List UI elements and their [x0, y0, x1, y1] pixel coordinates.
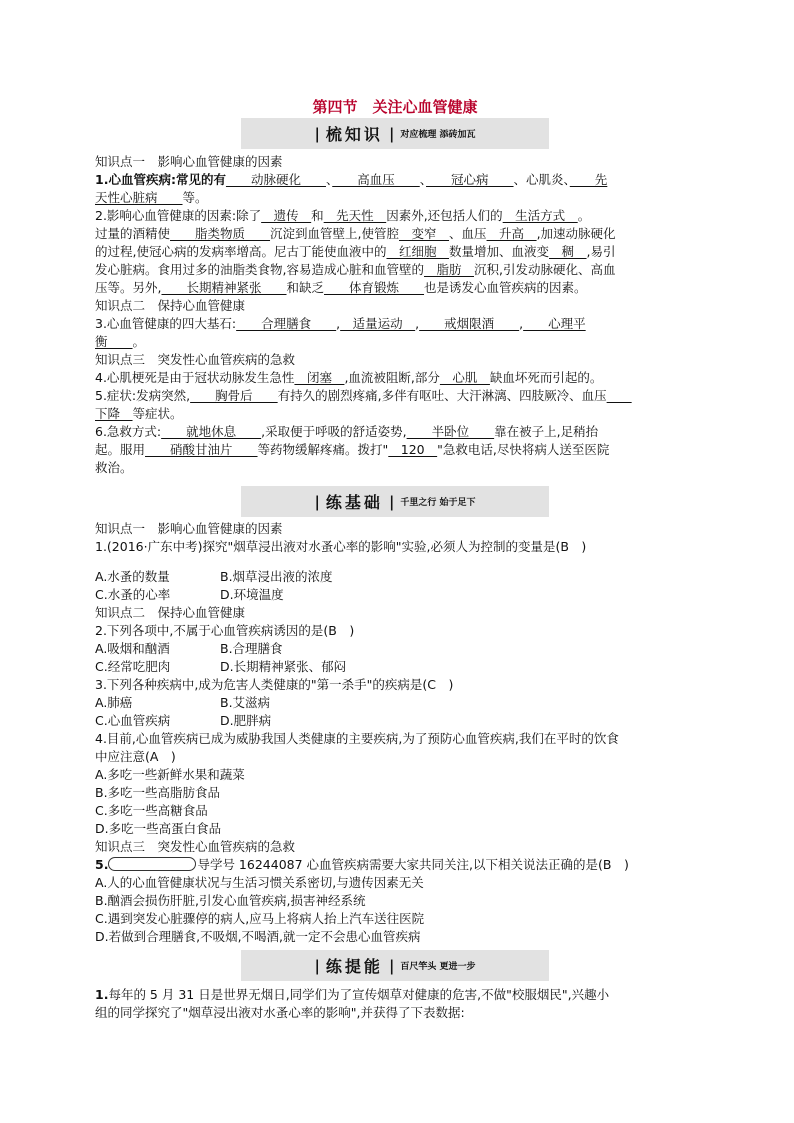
- banner-title: 练基础: [325, 493, 383, 512]
- options-row: A.吸烟和酗酒 B.合理膳食: [95, 641, 283, 656]
- fill-question-2: 2.影响心血管健康的因素:除了 遗传 和 先天性 因素外,还包括人们的 生活方式 。: [95, 208, 591, 223]
- option: B.多吃一些高脂肪食品: [95, 785, 221, 800]
- banner-divider: |: [388, 124, 395, 143]
- banner-divider: |: [388, 956, 395, 975]
- options-row: C.心血管疾病 D.肥胖病: [95, 713, 272, 728]
- page-title: 第四节 关注心血管健康: [312, 98, 478, 116]
- knowledge-point-heading: 知识点三 突发性心血管疾病的急救: [95, 839, 296, 854]
- option: B.酗酒会损伤肝脏,引发心血管疾病,损害神经系统: [95, 893, 366, 908]
- banner-title: 梳知识: [325, 125, 383, 144]
- fill-question-5: 5.症状:发病突然, 胸骨后 有持久的剧烈疼痛,多伴有呕吐、大汗淋漓、四肢厥冷、血压: [95, 388, 607, 403]
- section-banner-review: [241, 118, 549, 149]
- guide-badge-icon: [108, 857, 196, 871]
- banner-subtitle: 千里之行 始于足下: [400, 498, 476, 508]
- choice-question-5: 5. 导学号 16244087 心血管疾病需要大家共同关注,以下相关说法正确的是(B ): [95, 857, 629, 872]
- banner-subtitle: 对应梳理 添砖加瓦: [400, 130, 476, 140]
- option: A.人的心血管健康状况与生活习惯关系密切,与遗传因素无关: [95, 875, 424, 890]
- choice-question-3: 3.下列各种疾病中,成为危害人类健康的"第一杀手"的疾病是(C ): [95, 677, 454, 692]
- fill-question-1: 1.心血管疾病:常见的有 动脉硬化 、 高血压 、 冠心病 、心肌炎、 先: [95, 172, 608, 187]
- options-row: C.经常吃肥肉 D.长期精神紧张、郁闷: [95, 659, 347, 674]
- banner-divider: |: [314, 124, 320, 143]
- banner-title: 练提能: [325, 957, 383, 976]
- knowledge-point-heading: 知识点一 影响心血管健康的因素: [95, 154, 283, 169]
- fill-question-3: 3.心血管健康的四大基石: 合理膳食 , 适量运动 , 戒烟限酒 , 心理平: [95, 316, 586, 331]
- section-banner-basics: [241, 486, 549, 517]
- fill-question-4: 4.心肌梗死是由于冠状动脉发生急性 闭塞 ,血流被阻断,部分 心肌 缺血坏死而引起的。: [95, 370, 603, 385]
- section-banner-advanced: [241, 950, 549, 981]
- choice-question-2: 2.下列各项中,不属于心血管疾病诱因的是(B ): [95, 623, 355, 638]
- options-row: A.水蚤的数量 B.烟草浸出液的浓度: [95, 569, 333, 584]
- fill-question-6: 6.急救方式: 就地休息 ,采取便于呼吸的舒适姿势, 半卧位 靠在被子上,足稍抬: [95, 424, 599, 439]
- choice-question-1: 1.(2016·广东中考)探究"烟草浸出液对水蚤心率的影响"实验,必须人为控制的变量是(B ): [95, 539, 587, 554]
- knowledge-point-heading: 知识点二 保持心血管健康: [95, 298, 246, 313]
- options-row: C.水蚤的心率 D.环境温度: [95, 587, 284, 602]
- knowledge-point-heading: 知识点二 保持心血管健康: [95, 605, 246, 620]
- option: A.多吃一些新鲜水果和蔬菜: [95, 767, 245, 782]
- option: C.多吃一些高糖食品: [95, 803, 208, 818]
- choice-question-4: 4.目前,心血管疾病已成为威胁我国人类健康的主要疾病,为了预防心血管疾病,我们在平时的饮食: [95, 731, 619, 746]
- option: C.遇到突发心脏骤停的病人,应马上将病人抬上汽车送往医院: [95, 911, 425, 926]
- option: D.若做到合理膳食,不吸烟,不喝酒,就一定不会患心血管疾病: [95, 929, 421, 944]
- banner-divider: |: [314, 956, 320, 975]
- banner-divider: |: [314, 492, 320, 511]
- option: D.多吃一些高蛋白食品: [95, 821, 222, 836]
- advanced-question-1: 1.每年的 5 月 31 日是世界无烟日,同学们为了宣传烟草对健康的危害,不做"校服烟民",兴趣小: [95, 987, 610, 1002]
- banner-divider: |: [388, 492, 395, 511]
- knowledge-point-heading: 知识点一 影响心血管健康的因素: [95, 521, 283, 536]
- options-row: A.肺癌 B.艾滋病: [95, 695, 271, 710]
- knowledge-point-heading: 知识点三 突发性心血管疾病的急救: [95, 352, 296, 367]
- worksheet-page: 第四节 关注心血管健康 | 梳知识 | 对应梳理 添砖加瓦 知识点一 影响心血管健康的因素 1.心血管疾病:常见的有 动脉硬化 、 高血压 、 冠心病 、心肌炎、 先 天性心脏病 等。 2.影响心血管健康的因素:除了 遗传 和 先天性 因素外,还包括人们的 生活方式 。 过量的酒精使 脂类物质 沉淀到血管壁上,使管腔 变窄 、血压 升高 ,加速动脉硬化 的过程,使冠心病的发病率增高。尼古丁能使血液中的 红细胞 数量增加、血液变 稠 ,易引 发心脏病。食用过多的油脂类食物,容易造成心脏和血管壁的 脂肪 沉积,引发动脉硬化、高血 压等。另外, 长期精神紧张 和缺乏 体育锻炼 也是诱发心血管疾病的因素。 知识点二 保持心血管健康 3.心血管健康的四大基石: 合理膳食 , 适量运动 , 戒烟限酒 , 心理平 衡 。 知识点三 突发性心血管疾病的急救 4.心肌梗死是由于冠状动脉发生急性 闭塞 ,血流被阻断,部分 心肌 缺血坏死而引起的。 5.症状:发病突然, 胸骨后 有持久的剧烈疼痛,多伴有呕吐、大汗淋漓、四肢厥冷、血压 下降 等症状。 6.急救方式: 就地休息 ,采取便于呼吸的舒适姿势, 半卧位 靠在被子上,足稍抬 起。服用 硝酸甘油片 等药物缓解疼痛。拨打" 120 "急救电话,尽快将病人送至医院 救治。 | 练基础 | 千里之行 始于足下 知识点一 影响心血管健康的因素 1.(2016·广东中考)探究"烟草浸出液对水蚤心率的影响"实验,必须人为控制的变量是(B ) A.水蚤的数量 B.烟草浸出液的浓度 C.水蚤的心率 D.环境温度 知识点二 保持心血管健康 2.下列各项中,不属于心血管疾病诱因的是(B ) A.吸烟和酗酒 B.合理膳食 C.经常吃肥肉 D.长期精神紧张、郁闷 3.下列各种疾病中,成为危害人类健康的"第一杀手"的疾病是(C ) A.肺癌 B.艾滋病 C.心血管疾病 D.肥胖病 4.目前,心血管疾病已成为威胁我国人类健康的主要疾病,为了预防心血管疾病,我们在平时的饮食 中应注意(A ) A.多吃一些新鲜水果和蔬菜 B.多吃一些高脂肪食品 C.多吃一些高糖食品 D.多吃一些高蛋白食品 知识点三 突发性心血管疾病的急救 5. 导学号 16244087 心血管疾病需要大家共同关注,以下相关说法正确的是(B ) A.人的心血管健康状况与生活习惯关系密切,与遗传因素无关 B.酗酒会损伤肝脏,引发心血管疾病,损害神经系统 C.遇到突发心脏骤停的病人,应马上将病人抬上汽车送往医院 D.若做到合理膳食,不吸烟,不喝酒,就一定不会患心血管疾病 | 练提能 | 百尺竿头 更进一步 1.每年的 5 月 31 日是世界无烟日,同学们为了宣传烟草对健康的危害,不做"校服烟民",兴趣小 组的同学探究了"烟草浸出液对水蚤心率的影响",并获得了下表数据:: [95, 96, 695, 1022]
- banner-subtitle: 百尺竿头 更进一步: [400, 962, 476, 972]
